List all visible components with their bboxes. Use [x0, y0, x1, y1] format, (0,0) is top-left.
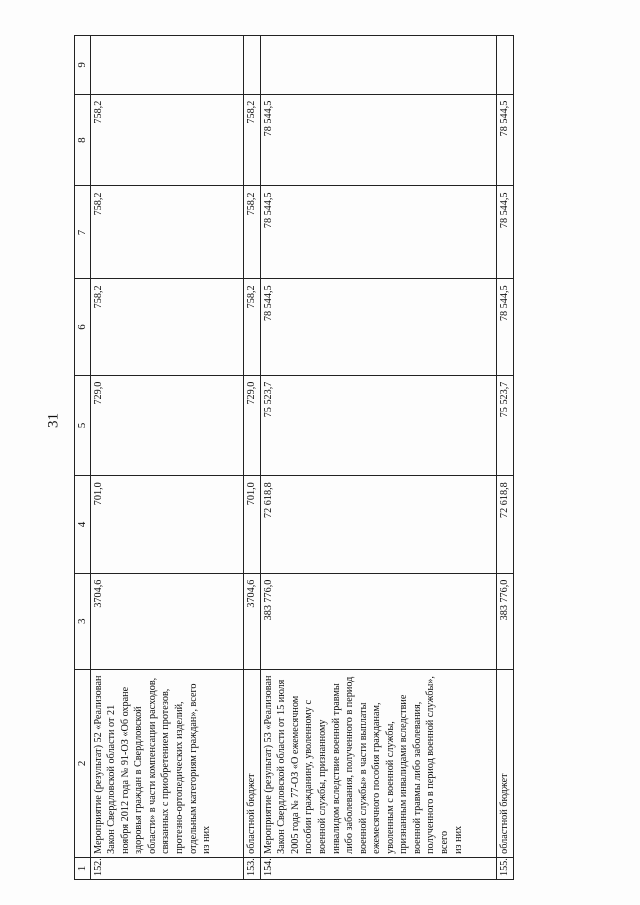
- cell-empty: [243, 36, 260, 95]
- cell-value: 758,2: [243, 94, 260, 186]
- cell-value: 78 544,5: [260, 94, 496, 186]
- row-description: областной бюджет: [496, 669, 513, 857]
- cell-value: 78 544,5: [496, 279, 513, 375]
- cell-value: 78 544,5: [260, 279, 496, 375]
- col-header: 8: [75, 94, 91, 186]
- col-header: 9: [75, 36, 91, 95]
- cell-value: 72 618,8: [496, 476, 513, 573]
- cell-value: 701,0: [90, 476, 243, 573]
- cell-total: 383 776,0: [496, 573, 513, 669]
- row-number: 152.: [90, 857, 243, 879]
- cell-value: 78 544,5: [496, 94, 513, 186]
- col-header: 5: [75, 375, 91, 476]
- cell-value: 729,0: [90, 375, 243, 476]
- cell-value: 78 544,5: [260, 186, 496, 279]
- row-number: 155.: [496, 857, 513, 879]
- cell-empty: [260, 36, 496, 95]
- cell-value: 78 544,5: [496, 186, 513, 279]
- cell-value: 701,0: [243, 476, 260, 573]
- cell-value: 758,2: [243, 186, 260, 279]
- row-description-text: Мероприятие (результат) 53 «Реализован Закон Свердловской области от 15 июля 2005 года № 77-ОЗ «О ежемесячном пособии гражданину, уволенному с военной службы, признанному инвалидом вследствие военной травмы либо заболевания, полученного в период военной службы» в части выплаты ежемесячного пособия гражданам, уволенным с военной службы, признанным инвалидами вследствие военной травмы либо заболевания, полученного в период военной службы», всего: [262, 675, 450, 854]
- cell-total: 383 776,0: [260, 573, 496, 669]
- row-description: [260, 669, 496, 857]
- col-header: 2: [75, 669, 91, 857]
- row-footer: из них: [201, 825, 213, 854]
- cell-total: 3704,6: [90, 573, 243, 669]
- cell-value: 758,2: [243, 279, 260, 375]
- table-row: [496, 36, 513, 880]
- col-header: 6: [75, 279, 91, 375]
- table-row: [260, 36, 496, 880]
- cell-value: 729,0: [243, 375, 260, 476]
- row-description: областной бюджет: [243, 669, 260, 857]
- cell-value: 75 523,7: [260, 375, 496, 476]
- cell-total: 3704,6: [243, 573, 260, 669]
- col-header: 4: [75, 476, 91, 573]
- col-header: 3: [75, 573, 91, 669]
- table-row: [243, 36, 260, 880]
- table-row: [90, 36, 243, 880]
- cell-empty: [496, 36, 513, 95]
- header-row: [75, 36, 91, 880]
- page-number: 31: [45, 413, 62, 428]
- cell-value: 758,2: [90, 94, 243, 186]
- row-number: 154.: [260, 857, 496, 879]
- rotated-table-wrapper: [74, 35, 514, 880]
- cell-empty: [90, 36, 243, 95]
- cell-value: 72 618,8: [260, 476, 496, 573]
- col-header: 7: [75, 186, 91, 279]
- row-number: 153.: [243, 857, 260, 879]
- row-description: [90, 669, 243, 857]
- col-header: 1: [75, 857, 91, 879]
- budget-table: [74, 35, 514, 880]
- cell-value: 758,2: [90, 186, 243, 279]
- row-footer: из них: [452, 825, 464, 854]
- row-description-text: Мероприятие (результат) 52 «Реализован Закон Свердловской области от 21 ноября 2012 года № 91-ОЗ «Об охране здоровья граждан в Свердловской области» в части компенсации расходов, связанных с приобретением протезов, протезно-ортопедических изделий, отдельным категориям граждан», всего: [92, 675, 199, 854]
- cell-value: 75 523,7: [496, 375, 513, 476]
- cell-value: 758,2: [90, 279, 243, 375]
